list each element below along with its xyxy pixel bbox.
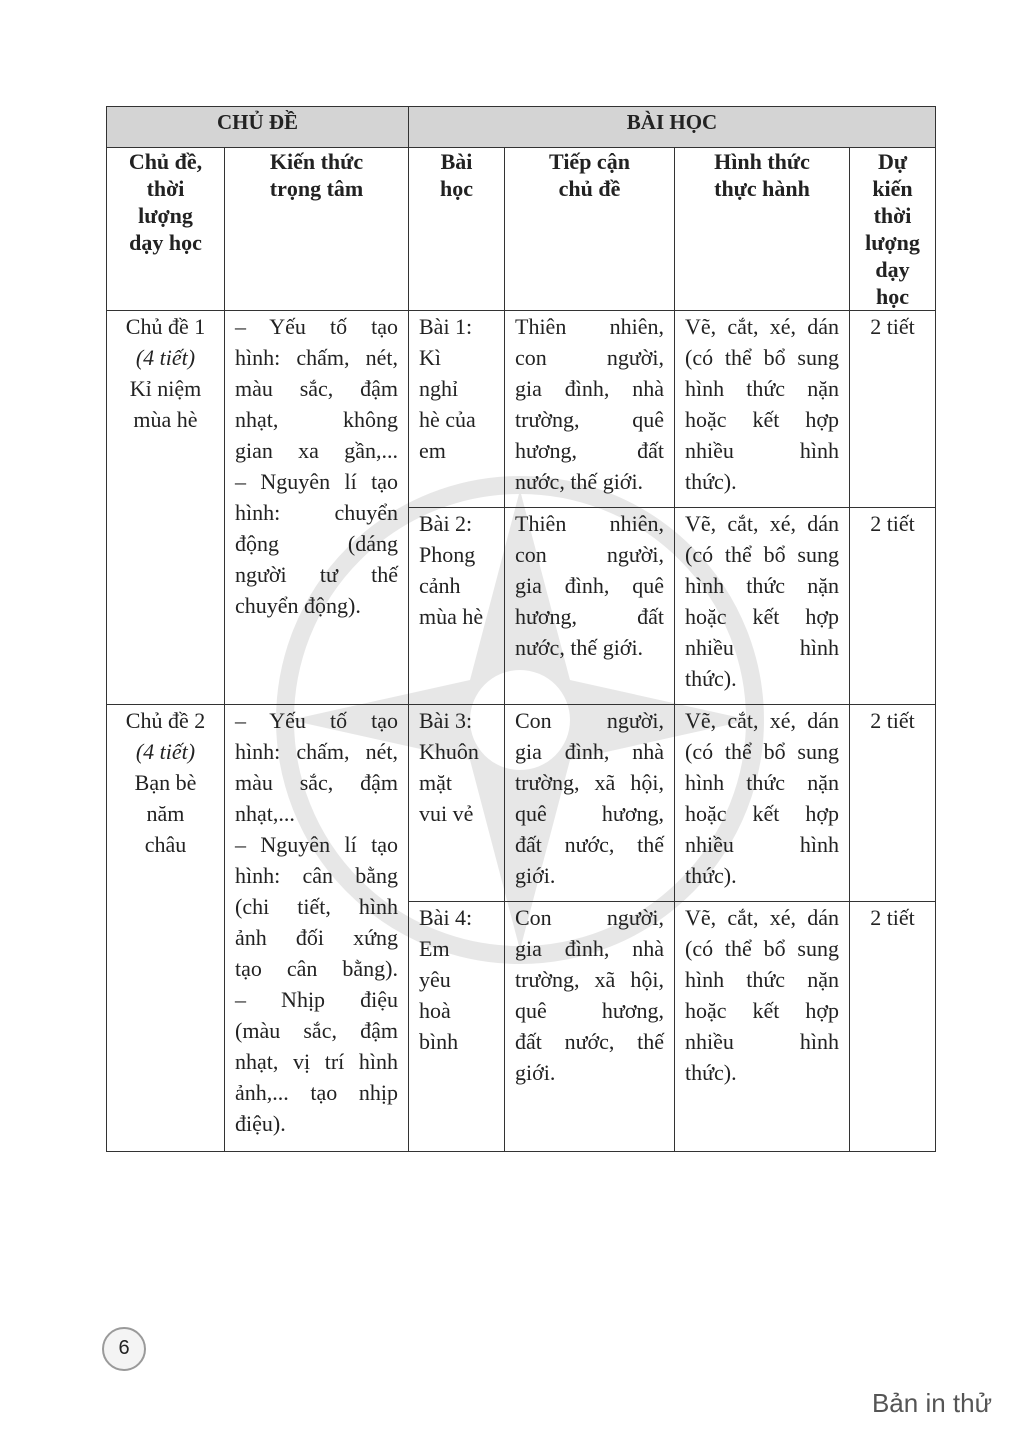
text-line: học — [440, 176, 473, 201]
knowledge-cell — [225, 311, 409, 705]
col-header-knowledge — [225, 148, 409, 311]
text-line: quê hương, — [515, 801, 664, 826]
text-line: (có thể bổ sung — [685, 542, 839, 567]
text-line: con người, — [515, 542, 664, 567]
text-line: Thiên nhiên, — [515, 314, 664, 339]
text-line: Bài 4: — [419, 905, 473, 930]
text-line: Vẽ, cắt, xé, dán — [685, 905, 839, 930]
text-line: nhạt, vị trí hình — [235, 1049, 398, 1074]
text-line: gia đình, quê — [515, 573, 664, 598]
text-line: nước, thế giới. — [515, 635, 644, 660]
lesson-cell — [409, 311, 505, 508]
table-row — [107, 705, 936, 902]
text-line: điệu). — [235, 1111, 286, 1136]
lesson-cell — [409, 902, 505, 1152]
topic-title — [117, 373, 214, 435]
practice-cell — [675, 705, 850, 902]
page-number-badge — [102, 1327, 146, 1371]
column-header-row — [107, 148, 936, 311]
text-line: lượng — [865, 230, 920, 255]
text-line: (có thể bổ sung — [685, 936, 839, 961]
col-header-time — [850, 148, 936, 311]
topic-duration: (4 tiết) — [135, 345, 196, 370]
text-line: màu sắc, đậm — [235, 376, 398, 401]
text-line: màu sắc, đậm — [235, 770, 398, 795]
text-line: nghỉ — [419, 376, 459, 401]
text-line: thức). — [685, 1060, 737, 1085]
text-line: cảnh — [419, 573, 461, 598]
practice-cell — [675, 902, 850, 1152]
text-line: hè của — [419, 407, 476, 432]
text-line: hoặc kết hợp — [685, 407, 839, 432]
text-line: Bài 3: — [419, 708, 473, 733]
text-line: gian xa gần,... — [235, 438, 398, 463]
practice-cell — [675, 508, 850, 705]
text-line: tạo cân bằng). — [235, 956, 398, 981]
col-header-lesson — [409, 148, 505, 311]
text-line: châu — [144, 832, 187, 857]
text-line: hình: chấm, nét, — [235, 739, 398, 764]
text-line: Kỉ niệm — [129, 376, 202, 401]
text-line: Con người, — [515, 905, 664, 930]
curriculum-table — [106, 106, 936, 1152]
text-line: thời — [873, 203, 912, 228]
time-cell: 2 tiết — [850, 705, 936, 902]
group-header-lesson: BÀI HỌC — [409, 107, 936, 148]
approach-cell — [505, 705, 675, 902]
text-line: Vẽ, cắt, xé, dán — [685, 708, 839, 733]
topic-title — [117, 767, 214, 860]
text-line: (có thể bổ sung — [685, 739, 839, 764]
time-cell: 2 tiết — [850, 508, 936, 705]
text-line: mùa hè — [133, 407, 198, 432]
text-line: mặt — [419, 770, 452, 795]
text-line: Vẽ, cắt, xé, dán — [685, 511, 839, 536]
text-line: bình — [419, 1029, 459, 1054]
text-line: động (dáng — [235, 531, 398, 556]
text-line: kiến — [872, 176, 913, 201]
knowledge-cell — [225, 705, 409, 1152]
page-number: 6 — [118, 1337, 130, 1359]
text-line: Bài 1: — [419, 314, 473, 339]
text-line: năm — [146, 801, 185, 826]
text-line: nhạt, không — [235, 407, 398, 432]
topic-name: Chủ đề 1 — [125, 314, 206, 339]
text-line: (có thể bổ sung — [685, 345, 839, 370]
practice-cell — [675, 311, 850, 508]
text-line: Vẽ, cắt, xé, dán — [685, 314, 839, 339]
text-line: hoà — [419, 998, 451, 1023]
text-line: hình: cân bằng — [235, 863, 398, 888]
text-line: chủ đề — [558, 176, 621, 201]
lesson-cell — [409, 705, 505, 902]
text-line: đất nước, thế — [515, 832, 664, 857]
text-line: quê hương, — [515, 998, 664, 1023]
topic-duration: (4 tiết) — [135, 739, 196, 764]
text-line: em — [419, 438, 446, 463]
col-header-practice — [675, 148, 850, 311]
text-line: dạy học — [129, 230, 202, 255]
text-line: ảnh,... tạo nhịp — [235, 1080, 398, 1105]
text-line: người tư thế — [235, 562, 398, 587]
approach-cell — [505, 902, 675, 1152]
text-line: thực hành — [714, 176, 810, 201]
time-cell: 2 tiết — [850, 902, 936, 1152]
text-line: Con người, — [515, 708, 664, 733]
text-line: Bài — [440, 149, 473, 174]
text-line: Thiên nhiên, — [515, 511, 664, 536]
topic-cell — [107, 311, 225, 705]
text-line: nhiều hình — [685, 1029, 839, 1054]
text-line: Bạn bè — [134, 770, 197, 795]
text-line: Dự — [877, 149, 908, 174]
text-line: nhiều hình — [685, 438, 839, 463]
text-line: hình thức nặn — [685, 770, 839, 795]
print-proof-label: Bản in thử — [871, 1388, 992, 1418]
text-line: Bài 2: — [419, 511, 473, 536]
text-line: trường, xã hội, — [515, 967, 664, 992]
text-line: nhiều hình — [685, 832, 839, 857]
text-line: trường, xã hội, — [515, 770, 664, 795]
text-line: hương, đất — [515, 604, 664, 629]
text-line: chuyển động). — [235, 593, 361, 618]
text-line: Kiến thức — [269, 149, 364, 174]
text-line: trường, quê — [515, 407, 664, 432]
text-line: – Yếu tố tạo — [235, 708, 398, 733]
group-header-topic: CHỦ ĐỀ — [107, 107, 409, 148]
text-line: thức). — [685, 469, 737, 494]
text-line: nhiều hình — [685, 635, 839, 660]
topic-cell — [107, 705, 225, 1152]
text-line: hình thức nặn — [685, 573, 839, 598]
text-line: hương, đất — [515, 438, 664, 463]
text-line: hình thức nặn — [685, 376, 839, 401]
text-line: (chi tiết, hình — [235, 894, 398, 919]
text-line: hình: chuyển — [235, 500, 398, 525]
text-line: gia đình, nhà — [515, 739, 664, 764]
text-line: ảnh đối xứng — [235, 925, 398, 950]
text-line: (màu sắc, đậm — [235, 1018, 398, 1043]
text-line: hình: chấm, nét, — [235, 345, 398, 370]
col-header-approach — [505, 148, 675, 311]
text-line: Em — [419, 936, 450, 961]
text-line: trọng tâm — [269, 176, 364, 201]
lesson-cell — [409, 508, 505, 705]
text-line: hoặc kết hợp — [685, 604, 839, 629]
text-line: hoặc kết hợp — [685, 998, 839, 1023]
text-line: giới. — [515, 1060, 556, 1085]
text-line: Tiếp cận — [549, 149, 630, 174]
text-line: thức). — [685, 666, 737, 691]
text-line: thức). — [685, 863, 737, 888]
time-cell: 2 tiết — [850, 311, 936, 508]
text-line: Phong — [419, 542, 476, 567]
text-line: yêu — [419, 967, 451, 992]
col-header-topic — [107, 148, 225, 311]
text-line: Chủ đề, — [128, 149, 203, 174]
text-line: – Yếu tố tạo — [235, 314, 398, 339]
text-line: mùa hè — [419, 604, 484, 629]
text-line: – Nguyên lí tạo — [235, 469, 398, 494]
text-line: gia đình, nhà — [515, 376, 664, 401]
topic-name: Chủ đề 2 — [125, 708, 206, 733]
group-header-row — [107, 107, 936, 148]
text-line: nước, thế giới. — [515, 469, 644, 494]
text-line: vui vẻ — [419, 801, 474, 826]
text-line: hình thức nặn — [685, 967, 839, 992]
text-line: – Nhịp điệu — [235, 987, 398, 1012]
text-line: – Nguyên lí tạo — [235, 832, 398, 857]
text-line: gia đình, nhà — [515, 936, 664, 961]
text-line: thời lượng — [138, 176, 193, 228]
text-line: Hình thức — [714, 149, 810, 174]
table-row — [107, 311, 936, 508]
approach-cell — [505, 311, 675, 508]
text-line: nhạt,... — [235, 801, 295, 826]
text-line: giới. — [515, 863, 556, 888]
approach-cell — [505, 508, 675, 705]
text-line: Khuôn — [419, 739, 479, 764]
text-line: Kì — [419, 345, 441, 370]
text-line: đất nước, thế — [515, 1029, 664, 1054]
text-line: con người, — [515, 345, 664, 370]
text-line: hoặc kết hợp — [685, 801, 839, 826]
text-line: dạy học — [875, 257, 910, 309]
